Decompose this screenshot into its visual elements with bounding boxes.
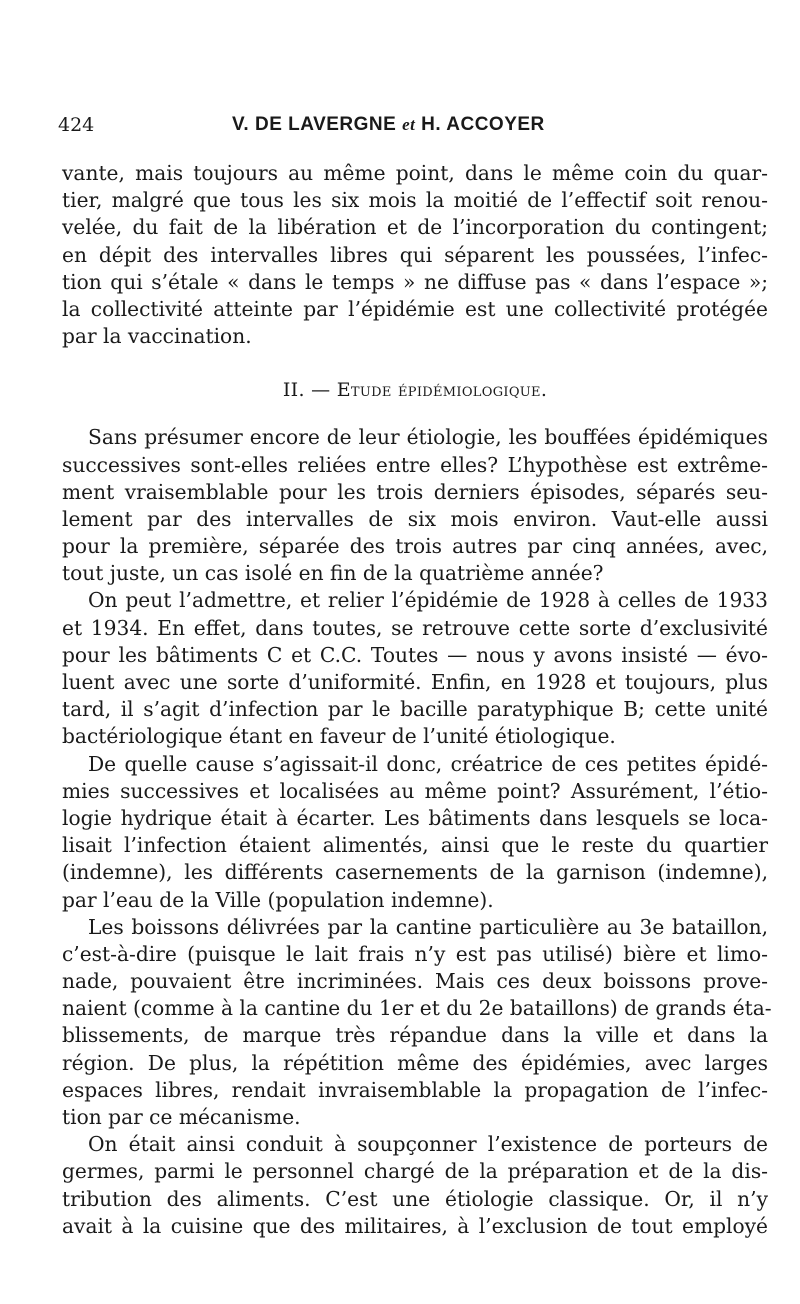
- text-line: naient (comme à la cantine du 1er et du 2e bataillons) de grands éta-: [62, 996, 772, 1021]
- text-line: lement par des intervalles de six mois environ. Vaut-elle aussi: [62, 506, 768, 531]
- text-line: tier, malgré que tous les six mois la moitié de l’effectif soit renou-: [62, 188, 768, 213]
- text-line: par l’eau de la Ville (population indemne).: [62, 887, 494, 912]
- section-heading: [62, 377, 768, 404]
- author-1: V. DE LAVERGNE: [232, 114, 397, 135]
- text-line: et 1934. En effet, dans toutes, se retrouve cette sorte d’exclusivité: [62, 615, 768, 640]
- text-line: germes, parmi le personnel chargé de la préparation et de la dis-: [62, 1159, 768, 1184]
- paragraph-4: [62, 751, 768, 914]
- author-conjunction: et: [402, 115, 416, 134]
- page-number: 424: [58, 114, 95, 136]
- text-line: mies successives et localisées au même point? Assurément, l’étio-: [62, 778, 768, 803]
- text-line: pour les bâtiments C et C.C. Toutes — nous y avons insisté — évo-: [62, 642, 768, 667]
- text-line: vante, mais toujours au même point, dans le même coin du quar-: [62, 161, 768, 185]
- text-line: pour la première, séparée des trois autres par cinq années, avec,: [62, 534, 768, 559]
- text-line: c’est-à-dire (puisque le lait frais n’y est pas utilisé) bière et limo-: [62, 941, 768, 966]
- text-line: en dépit des intervalles libres qui séparent les poussées, l’infec-: [62, 242, 768, 267]
- text-line: espaces libres, rendait invraisemblable la propagation de l’infec-: [62, 1077, 768, 1102]
- text-line: tion par ce mécanisme.: [62, 1105, 301, 1129]
- text-line: région. De plus, la répétition même des épidémies, avec larges: [62, 1050, 768, 1075]
- body-text: [62, 160, 772, 1240]
- section-numeral: II. —: [282, 379, 331, 402]
- text-line: tout juste, un cas isolé en fin de la quatrième année?: [62, 561, 604, 586]
- text-line: tard, il s’agit d’infection par le bacille paratyphique B; cette unité: [62, 697, 768, 722]
- text-line: lisait l’infection étaient alimentés, ainsi que le reste du quartier: [62, 833, 768, 858]
- author-2: H. ACCOYER: [421, 114, 545, 135]
- text-line: successives sont-elles reliées entre elles? L’hypothèse est extrême-: [62, 452, 768, 477]
- text-line: (indemne), les différents casernements de la garnison (indemne),: [62, 860, 768, 885]
- text-line: velée, du fait de la libération et de l’incorporation du contingent;: [62, 215, 768, 240]
- text-line: De quelle cause s’agissait-il donc, créatrice de ces petites épidé-: [88, 751, 768, 776]
- text-line: tribution des aliments. C’est une étiologie classique. Or, il n’y: [62, 1186, 768, 1211]
- text-line: blissements, de marque très répandue dans la ville et dans la: [62, 1023, 768, 1048]
- section-title: Etude épidémiologique.: [336, 379, 548, 402]
- text-line: tion qui s’étale « dans le temps » ne diffuse pas « dans l’espace »;: [62, 269, 768, 294]
- text-line: luent avec une sorte d’uniformité. Enfin, en 1928 et toujours, plus: [62, 670, 768, 694]
- text-line: ment vraisemblable pour les trois derniers épisodes, séparés seu-: [62, 479, 768, 504]
- paragraph-5: [62, 914, 772, 1132]
- text-line: avait à la cuisine que des militaires, à l’exclusion de tout employé: [62, 1213, 768, 1238]
- running-header: [58, 114, 768, 144]
- text-line: par la vaccination.: [62, 324, 252, 349]
- text-line: On était ainsi conduit à soupçonner l’existence de porteurs de: [88, 1132, 768, 1157]
- paragraph-1: [62, 160, 768, 350]
- text-line: la collectivité atteinte par l’épidémie est une collectivité protégée: [62, 296, 768, 321]
- paragraph-2: [62, 424, 768, 587]
- running-title-authors: [232, 114, 545, 136]
- paragraph-6: [62, 1131, 768, 1240]
- text-line: nade, pouvaient être incriminées. Mais ces deux boissons prove-: [62, 969, 768, 994]
- paragraph-3: [62, 587, 768, 750]
- text-line: logie hydrique était à écarter. Les bâtiments dans lesquels se loca-: [62, 805, 768, 830]
- text-line: bactériologique étant en faveur de l’unité étiologique.: [62, 724, 616, 749]
- text-line: Sans présumer encore de leur étiologie, les bouffées épidémiques: [88, 425, 768, 450]
- text-line: Les boissons délivrées par la cantine particulière au 3e bataillon,: [88, 914, 768, 939]
- text-line: On peut l’admettre, et relier l’épidémie de 1928 à celles de 1933: [88, 588, 768, 613]
